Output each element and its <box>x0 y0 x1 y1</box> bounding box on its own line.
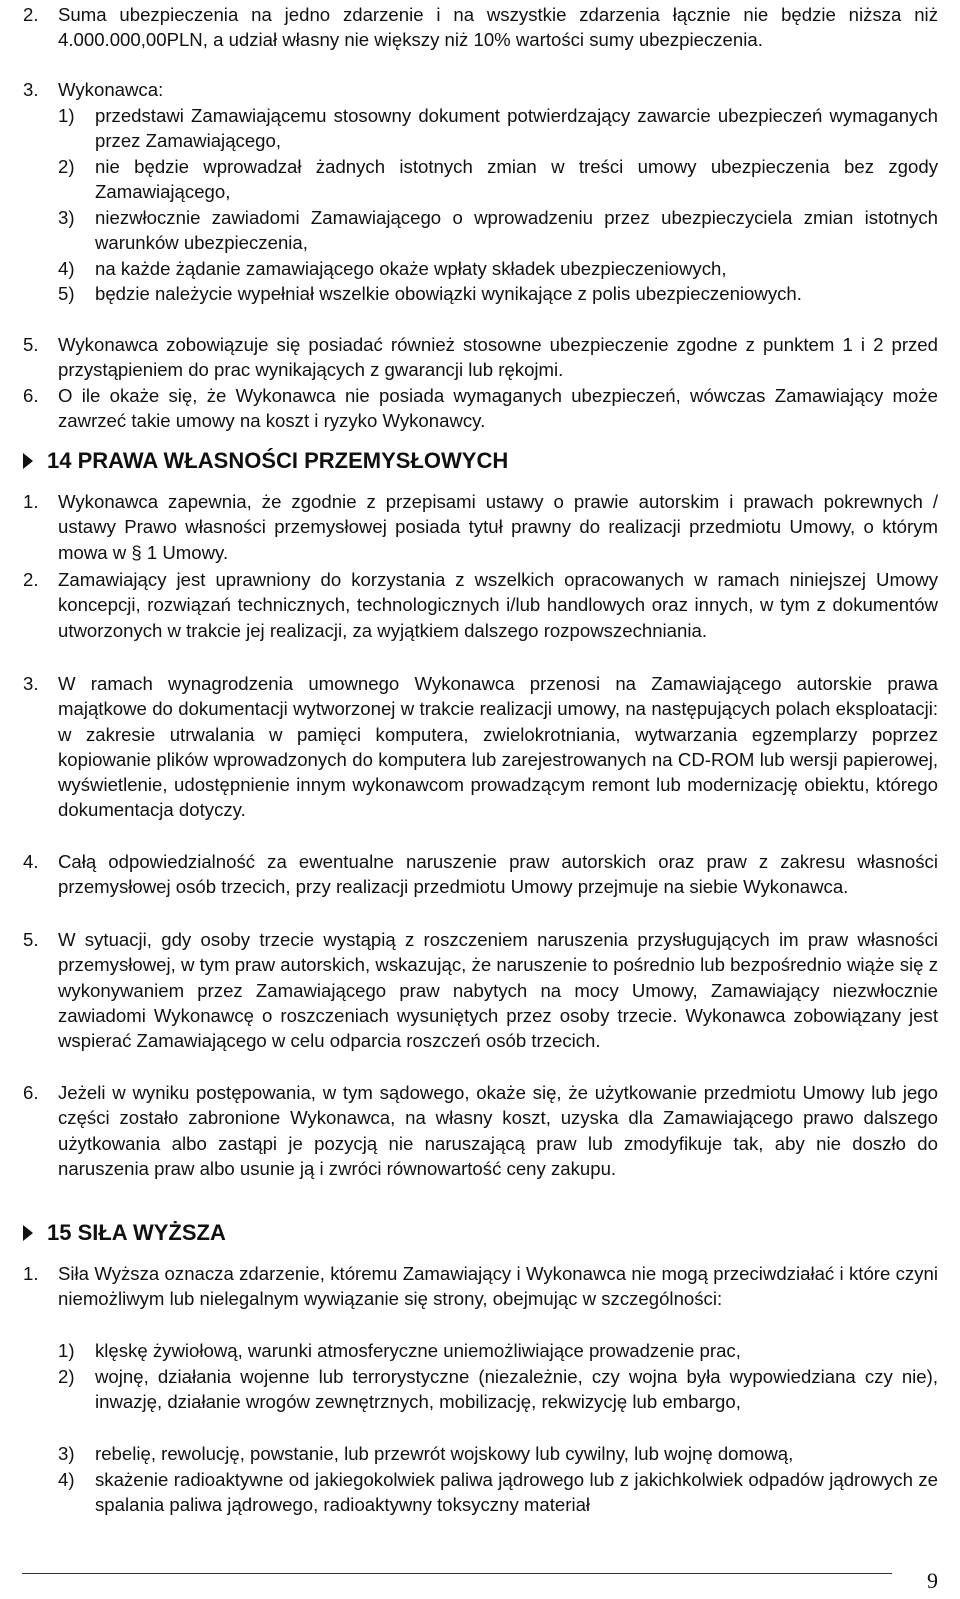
item-number: 1. <box>23 491 39 512</box>
item-number: 3. <box>23 79 39 100</box>
subitem: niezwłocznie zawiadomi Zamawiającego o wprowadzeniu przez ubezpieczyciela zmian istotnych warunków ubezpieczenia, <box>95 207 938 254</box>
section-title: 15 SIŁA WYŻSZA <box>47 1220 226 1245</box>
subitem: przedstawi Zamawiającemu stosowny dokument potwierdzający zawarcie ubezpieczeń wymaganych przez Zamawiającego, <box>95 105 938 152</box>
arrow-bullet-icon <box>23 1225 33 1241</box>
subitem-number: 5) <box>58 283 75 304</box>
subitem-number: 3) <box>58 1443 75 1464</box>
subitem-number: 1) <box>58 105 75 126</box>
item-number: 2. <box>23 4 39 25</box>
paragraph: Zamawiający jest uprawniony do korzystania z wszelkich opracowanych w ramach niniejszej Umowy koncepcji, rozwiązań technicznych, technologicznych i/lub handlowych oraz innych, w tym z dokumentów utworzonych w trakcie jej realizacji, za wyjątkiem dalszego rozpowszechniania. <box>58 569 938 641</box>
item-number: 5. <box>23 929 39 950</box>
paragraph: O ile okaże się, że Wykonawca nie posiada wymaganych ubezpieczeń, wówczas Zamawiający może zawrzeć takie umowy na koszt i ryzyko Wykonawcy. <box>58 385 938 432</box>
subitem: na każde żądanie zamawiającego okaże wpłaty składek ubezpieczeniowych, <box>95 258 727 279</box>
subitem-number: 4) <box>58 258 75 279</box>
paragraph-insurance-sum: Suma ubezpieczenia na jedno zdarzenie i na wszystkie zdarzenia łącznie nie będzie niższa niż 4.000.000,00PLN, a udział własny nie większy niż 10% wartości sumy ubezpieczenia. <box>58 4 938 51</box>
subitem: rebelię, rewolucję, powstanie, lub przewrót wojskowy lub cywilny, lub wojnę domową, <box>95 1443 794 1464</box>
section-heading <box>23 1218 226 1248</box>
subitem: wojnę, działania wojenne lub terrorystyczne (niezależnie, czy wojna była wypowiedziana czy nie), inwazję, działanie wrogów zewnętrznych, mobilizację, rekwizycję lub embargo, <box>95 1366 938 1413</box>
subitem: skażenie radioaktywne od jakiegokolwiek paliwa jądrowego lub z jakichkolwiek odpadów jądrowych ze spalania paliwa jądrowego, radioaktywny toksyczny materiał <box>95 1469 938 1516</box>
subitem-number: 2) <box>58 156 75 177</box>
item-number: 1. <box>23 1263 39 1284</box>
page-number: 9 <box>927 1568 938 1593</box>
paragraph: Wykonawca zapewnia, że zgodnie z przepisami ustawy o prawie autorskim i prawach pokrewnych / ustawy Prawo własności przemysłowej posiada tytuł prawny do realizacji przedmiotu Umowy, o którym mowa w § 1 Umowy. <box>58 491 938 563</box>
subitem-number: 2) <box>58 1366 75 1387</box>
paragraph: Jeżeli w wyniku postępowania, w tym sądowego, okaże się, że użytkowanie przedmiotu Umowy lub jego części zostało zabronione Wykonawca, na własny koszt, uzyska dla Zamawiającego prawo dalszego użytkowania albo zastąpi je pozycją nie naruszającą praw lub zmodyfikuje tak, aby nie doszło do naruszenia praw albo usunie ją i zwróci równowartość ceny zakupu. <box>58 1082 938 1179</box>
subitem: klęskę żywiołową, warunki atmosferyczne uniemożliwiające prowadzenie prac, <box>95 1340 741 1361</box>
section-title: 14 PRAWA WŁASNOŚCI PRZEMYSŁOWYCH <box>47 448 509 473</box>
item-number: 2. <box>23 569 39 590</box>
item-number: 5. <box>23 334 39 355</box>
subitem: będzie należycie wypełniał wszelkie obowiązki wynikające z polis ubezpieczeniowych. <box>95 283 802 304</box>
paragraph: Całą odpowiedzialność za ewentualne naruszenie praw autorskich oraz praw z zakresu własności przemysłowej osób trzecich, przy realizacji przedmiotu Umowy przejmuje na siebie Wykonawca. <box>58 851 938 898</box>
subitem-number: 1) <box>58 1340 75 1361</box>
paragraph: W ramach wynagrodzenia umownego Wykonawca przenosi na Zamawiającego autorskie prawa majątkowe do dokumentacji wytworzonej w trakcie realizacji umowy, na następujących polach eksploatacji: w zakresie utrwalania w pamięci komputera, zwielokrotniania, wytwarzania egzemplarzy poprzez kopiowanie plików wprowadzonych do komputera lub zarejestrowanych na CD-ROM lub wersji papierowej, wyświetlenie, udostępnienie innym wykonawcom prowadzącym remont lub modernizację obiektu, którego dokumentacja dotyczy. <box>58 673 938 821</box>
paragraph: Wykonawca zobowiązuje się posiadać również stosowne ubezpieczenie zgodne z punktem 1 i 2 przed przystąpieniem do prac wynikających z gwarancji lub rękojmi. <box>58 334 938 381</box>
subitem: nie będzie wprowadzał żadnych istotnych zmian w treści umowy ubezpieczenia bez zgody Zamawiającego, <box>95 156 938 203</box>
subitem-number: 3) <box>58 207 75 228</box>
arrow-bullet-icon <box>23 453 33 469</box>
item-number: 3. <box>23 673 39 694</box>
item-number: 4. <box>23 851 39 872</box>
footer-divider <box>22 1573 892 1574</box>
paragraph: Siła Wyższa oznacza zdarzenie, któremu Zamawiający i Wykonawca nie mogą przeciwdziałać i które czyni niemożliwym lub nielegalnym wywiązanie się strony, obejmując w szczególności: <box>58 1263 938 1310</box>
item-number: 6. <box>23 385 39 406</box>
paragraph: W sytuacji, gdy osoby trzecie wystąpią z roszczeniem naruszenia przysługujących im praw własności przemysłowej, w tym praw autorskich, wskazując, że naruszenie to pośrednio lub bezpośrednio wiąże się z wykonywaniem przez Zamawiającego praw nabytych na mocy Umowy, Zamawiający niezwłocznie zawiadomi Wykonawcę o roszczeniach wysuniętych przez osoby trzecie. Wykonawca zobowiązany jest wspierać Zamawiającego w celu odparcia roszczeń osób trzecich. <box>58 929 938 1052</box>
item-number: 6. <box>23 1082 39 1103</box>
paragraph-contractor: Wykonawca: <box>58 79 164 100</box>
section-heading <box>23 446 508 476</box>
subitem-number: 4) <box>58 1469 75 1490</box>
